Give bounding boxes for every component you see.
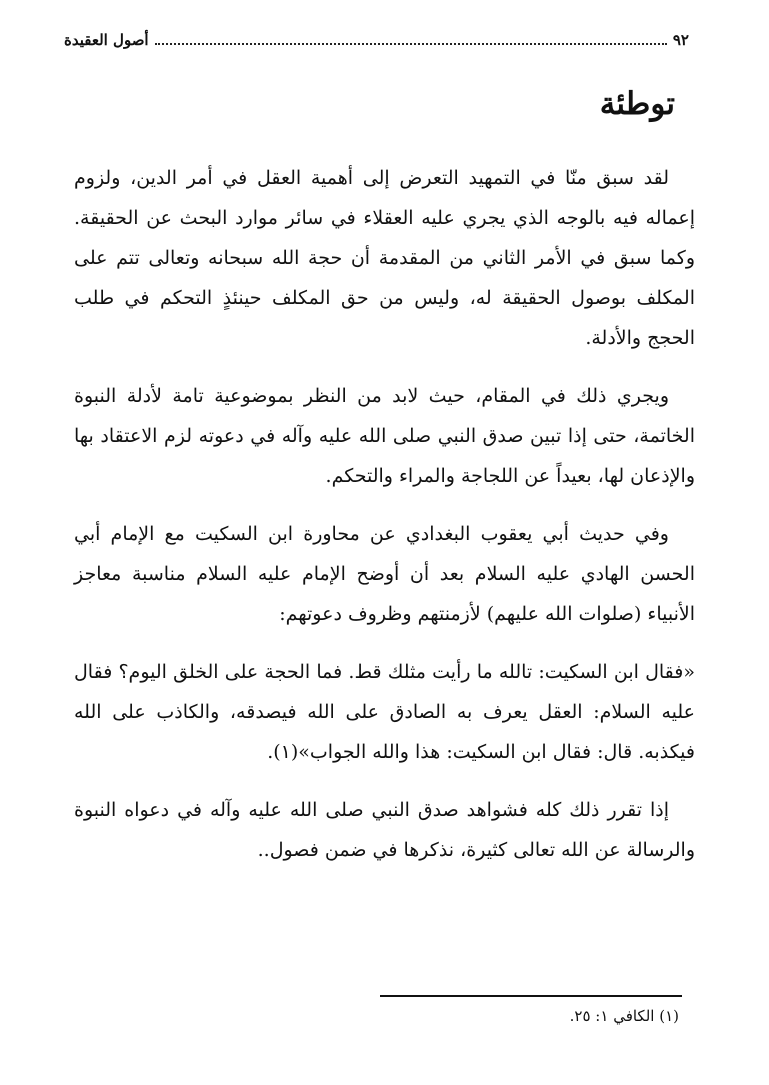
- paragraph-text: ويجري ذلك في المقام، حيث لابد من النظر بموضوعية تامة لأدلة النبوة الخاتمة، حتى إذا تبين صدق النبي صلى الله عليه وآله في دعوته لزم الاعتقاد بها والإذعان لها، بعيداً عن اللجاجة والمراء والتحكم.: [74, 385, 695, 487]
- paragraph-text: «فقال ابن السكيت: تالله ما رأيت مثلك قط. فما الحجة على الخلق اليوم؟ فقال عليه السلام: العقل يعرف به الصادق على الله فيصدقه، والكاذب على الله فيكذبه. قال: فقال ابن السكيت: هذا والله الجواب»(١).: [74, 661, 695, 763]
- paragraph-2: [74, 376, 695, 496]
- running-title: أصول العقيدة: [64, 31, 149, 49]
- footnote: (١) الكافي ١: ٢٥.: [569, 1007, 679, 1025]
- paragraph-3: [74, 514, 695, 634]
- quote-paragraph: [74, 652, 695, 772]
- paragraph-5: [74, 790, 695, 870]
- paragraph-1: [74, 158, 695, 358]
- body-text: [74, 158, 695, 888]
- section-title: توطئة: [599, 86, 675, 122]
- header-dotted-leader: [155, 43, 667, 45]
- page-number: ٩٢: [672, 31, 689, 49]
- paragraph-text: لقد سبق منّا في التمهيد التعرض إلى أهمية العقل في أمر الدين، ولزوم إعماله فيه بالوجه الذي يجري عليه العقلاء في سائر موارد البحث عن الحقيقة. وكما سبق في الأمر الثاني من المقدمة أن حجة الله سبحانه وتعالى تتم على المكلف بوصول الحقيقة له، وليس من حق المكلف حينئذٍ التحكم في طلب الحجج والأدلة.: [74, 167, 695, 349]
- footnote-separator: [380, 995, 682, 997]
- paragraph-text: وفي حديث أبي يعقوب البغدادي عن محاورة ابن السكيت مع الإمام أبي الحسن الهادي عليه السلام بعد أن أوضح الإمام عليه السلام مناسبة معاجز الأنبياء (صلوات الله عليهم) لأزمنتهم وظروف دعوتهم:: [74, 523, 695, 625]
- page-header: [64, 30, 689, 50]
- paragraph-text: إذا تقرر ذلك كله فشواهد صدق النبي صلى الله عليه وآله في دعواه النبوة والرسالة عن الله تعالى كثيرة، نذكرها في ضمن فصول..: [74, 799, 695, 861]
